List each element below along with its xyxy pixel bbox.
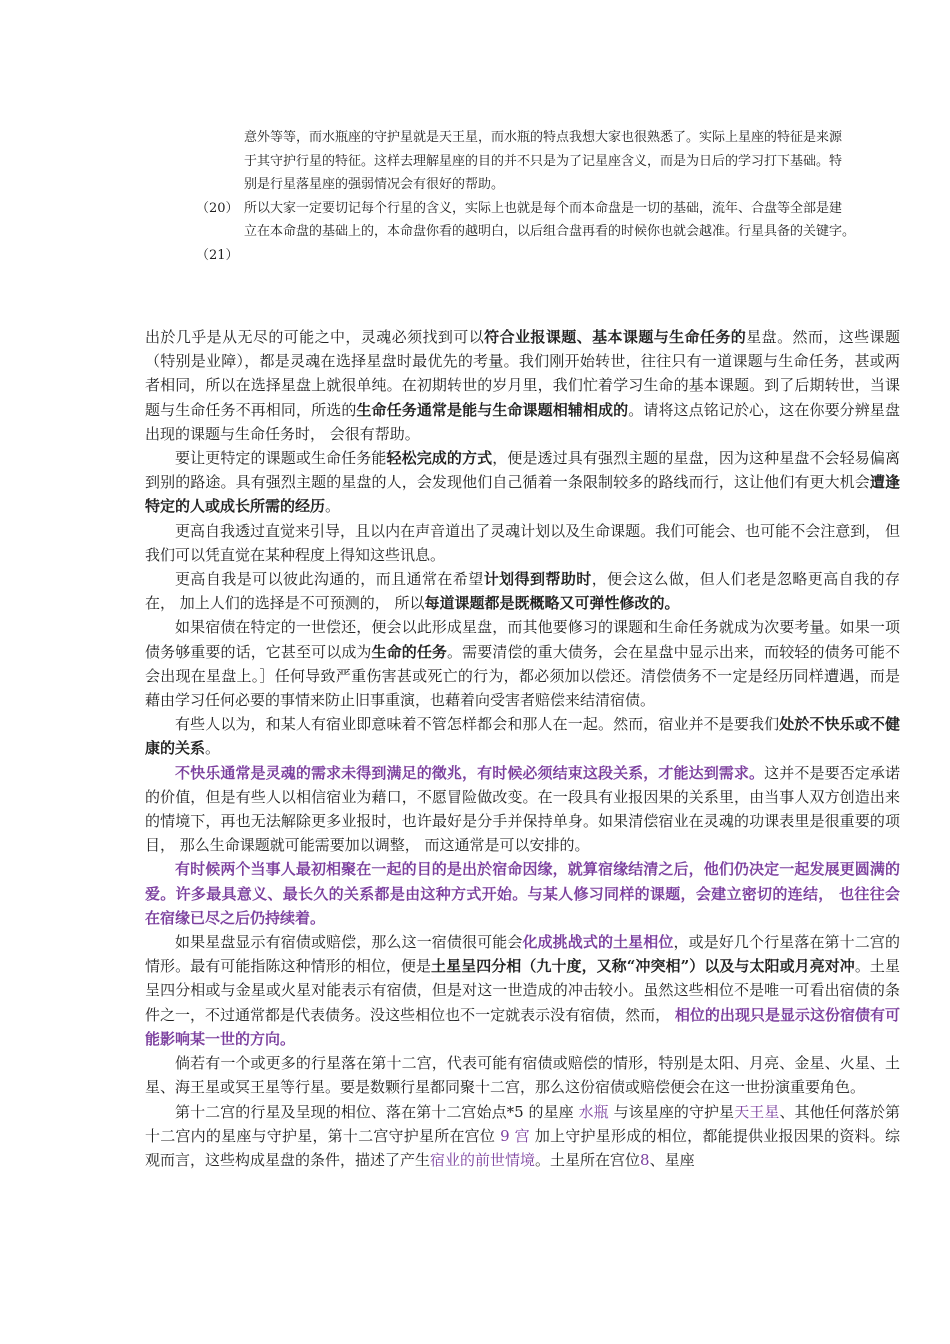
paragraph [145,567,900,615]
paragraph [145,712,900,760]
text-run: 计划得到帮助时 [483,570,592,589]
paragraph [145,615,900,712]
paragraph [145,325,900,446]
text-run: ，便是透过具有强烈主题的星盘，因为这种星盘不会轻易偏离到别的路途。具有强烈主题的星盘的人，会发现他们自己循着一条限制较多的路线而行，这让他们有更大机会 [145,449,900,492]
text-run: 水瓶 [578,1102,609,1121]
continued-item [196,126,916,197]
text-run: 、星座 [649,1150,695,1169]
text-run: 符合业报课题、基本课题与生命任务的 [484,328,747,346]
text-run: 土星呈四分相（九十度，又称“冲突相”）以及与太阳或月亮对冲 [431,957,855,976]
text-run: 如果宿债在特定的一世偿还，便会以此形成星盘，而其他要修习的课题和生命任务就成为次要考量。如果一项债务够重要的话，它甚至可以成为 [145,618,900,661]
paragraph [145,1051,900,1099]
text-line: 于其守护行星的特征。这样去理解星座的目的并不只是为了记星座含义，而是为日后的学习打下基础。特 [244,153,843,169]
paragraph [145,519,900,567]
text-run: 。 [205,739,221,758]
text-run: 与该星座的守护星 [608,1102,735,1121]
text-run: 这并不是要否定承诺的价值，但是有些人以相信宿业为藉口，不愿冒险做改变。在一段具有业报因果的关系里，由当事人双方创造出来的情境下，再也无法解除更多业报时，也许最好是分手并保持单身。如果清偿宿业在灵魂的功课表里是很重要的项目， 那么生命课题就可能需要加以调整， 而这通常是可以安排的。 [145,763,900,855]
list-item-21 [196,244,916,268]
text-run: 要让更特定的课题或生命任务能 [175,449,387,468]
text-run: 。 [325,497,341,516]
text-run: 星盘。然而，这些课题（特别是业障），都是灵魂在选择星盘时最优先的考量。我们刚开始转世，往往只有一道课题与生命任务，甚或两者相同，所以在选择星盘上就很单纯。在初期转世的岁月里，我们忙着学习生命的基本课题。到了后期转世，当课题与生命任务不再相同，所选的 [145,328,900,419]
text-run: 轻松完成的方式 [386,449,493,468]
numbered-list-section [196,126,916,267]
paragraph [145,857,900,930]
text-run: 不快乐通常是灵魂的需求未得到满足的徵兆，有时候必须结束这段关系，才能达到需求。 [175,763,765,782]
text-run: 处於不快乐或不健康的关系 [145,715,900,758]
text-run: 、其他任何落於第十二宫内的星座与守护星，第十二宫守护星所在宫位 [145,1102,900,1145]
text-run: 有时候两个当事人最初相聚在一起的目的是出於宿命因缘，就算宿缘结清之后，他们仍决定一起发展更圆满的爱。许多最具意义、最长久的关系都是由这种方式开始。与某人修习同样的课题，会建立密切的连结， 也往往会在宿缘已尽之后仍持续着。 [145,860,900,927]
text-run: 倘若有一个或更多的行星落在第十二宫，代表可能有宿债或赔偿的情形，特别是太阳、月亮、金星、火星、土星、海王星或冥王星等行星。要是数颗行星都同聚十二宫，那么这份宿债或赔偿便会在这一世扮演重要角色。 [145,1054,900,1097]
text-run: 。土星呈四分相或与金星或火星对能表示有宿债，但是对这一世造成的冲击较小。虽然这些相位不是唯一可看出宿债的条件之一，不过通常都是代表债务。没这些相位也不一定就表示没有宿债，然而， [145,957,900,1024]
list-item-20 [196,197,916,244]
text-run: 天王星 [734,1102,780,1121]
text-run: ，或是好几个行星落在第十二宫的情形。最有可能指陈这种情形的相位，便是 [145,933,900,976]
text-run: 每道课题都是既概略又可弹性修改的。 [424,594,680,613]
text-line: 立在本命盘的基础上的，本命盘你看的越明白，以后组合盘再看的时候你也就会越准。行星具备的关键字。 [244,224,856,239]
text-run: 出於几乎是从无尽的可能之中，灵魂必须找到可以 [145,328,485,346]
paragraph [145,930,900,1051]
paragraph [145,1100,900,1173]
text-run: 。土星所在宫位 [535,1150,641,1169]
text-run: 宿业的前世情境 [430,1150,536,1169]
item-text [244,244,916,268]
text-run: 8 [640,1150,650,1169]
text-run: 第十二宫的行星及呈现的相位、落在第十二宫始点*5 的星座 [175,1102,579,1121]
text-run: 。需要清偿的重大债务，会在星盘中显示出来，而较轻的债务可能不会出现在星盘上。］任何导致严重伤害甚或死亡的行为，都必须加以偿还。清偿债务不一定是经历同样遭遇，而是藉由学习任何必要的事情来防止旧事重演，也藉着向受害者赔偿来结清宿债。 [145,642,900,710]
text-run: 9 宫 [500,1126,530,1145]
paragraph [145,446,900,519]
text-run: 生命的任务 [371,642,448,661]
text-line: 所以大家一定要切记每个行星的含义，实际上也就是每个而本命盘是一切的基础，流年、合盘等全部是建 [244,200,843,216]
paragraph [145,761,900,858]
item-number: （20） [196,200,239,216]
article-body [145,325,900,1172]
text-run: 更高自我透过直觉来引导，且以内在声音道出了灵魂计划以及生命课题。我们可能会、也可能不会注意到， 但我们可以凭直觉在某种程度上得知这些讯息。 [145,521,900,564]
item-text [244,197,916,244]
item-text [244,126,916,197]
item-number-blank [196,126,244,197]
text-run: 有些人以为，和某人有宿业即意味着不管怎样都会和那人在一起。然而，宿业并不是要我们 [175,715,780,734]
text-run: 如果星盘显示有宿债或赔偿，那么这一宿债很可能会 [175,933,523,952]
text-line: 别是行星落星座的强弱情况会有很好的帮助。 [244,177,505,192]
item-number: （21） [196,247,239,263]
text-run: 遭逢特定的人或成长所需的经历 [145,473,900,516]
text-run: 。请将这点铭记於心，这在你要分辨星盘出现的课题与生命任务时， 会很有帮助。 [145,400,900,443]
text-run: 相位的出现只是显示这份宿债有可能影响某一世的方向。 [145,1005,900,1048]
text-run: 加上守护星形成的相位，都能提供业报因果的资料。综观而言，这些构成星盘的条件，描述了产生 [145,1126,901,1169]
text-run: ，便会这么做，但人们老是忽略更高自我的存在， 加上人们的选择是不可预测的， 所以 [145,570,900,613]
text-run: 化成挑战式的土星相位 [522,933,674,952]
text-run: 生命任务通常是能与生命课题相辅相成的 [356,400,629,419]
text-run: 更高自我是可以彼此沟通的，而且通常在希望 [175,570,484,589]
text-line: 意外等等，而水瓶座的守护星就是天王星，而水瓶的特点我想大家也很熟悉了。实际上星座的特征是来源 [244,130,843,145]
